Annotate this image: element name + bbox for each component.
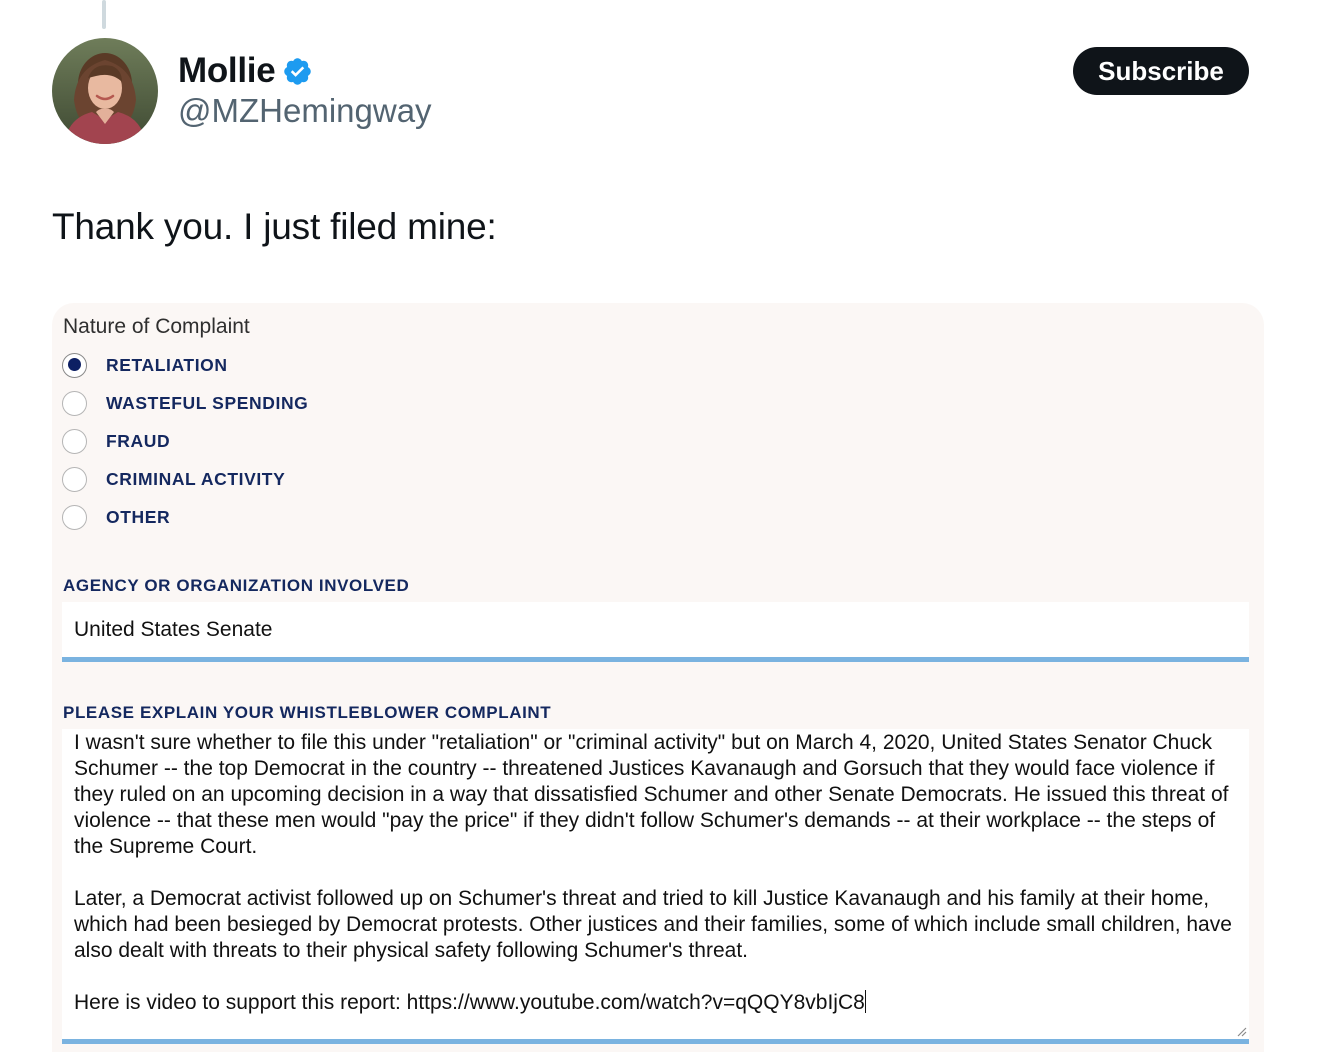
radio-label: RETALIATION xyxy=(106,354,228,375)
tweet-text: Thank you. I just filed mine: xyxy=(52,206,497,247)
avatar-image xyxy=(52,38,158,144)
author-name-row xyxy=(178,50,313,92)
radio-button[interactable] xyxy=(62,353,87,378)
thread-connector-line xyxy=(102,0,106,29)
agency-input[interactable]: United States Senate xyxy=(62,602,1249,662)
radio-button[interactable] xyxy=(62,429,87,454)
radio-option-fraud[interactable] xyxy=(62,427,170,455)
radio-button[interactable] xyxy=(62,505,87,530)
radio-button[interactable] xyxy=(62,391,87,416)
radio-option-wasteful-spending[interactable] xyxy=(62,389,308,417)
verified-badge-icon xyxy=(282,56,313,87)
complaint-form-screenshot xyxy=(52,303,1264,1052)
avatar[interactable] xyxy=(52,38,158,144)
resize-grip-icon[interactable] xyxy=(1235,1025,1247,1037)
author-handle[interactable]: @MZHemingway xyxy=(178,92,432,129)
radio-option-retaliation[interactable] xyxy=(62,351,228,379)
nature-of-complaint-label: Nature of Complaint xyxy=(63,315,250,338)
radio-label: FRAUD xyxy=(106,430,171,451)
radio-label: OTHER xyxy=(106,506,171,527)
complaint-textarea[interactable] xyxy=(62,729,1249,1044)
radio-label: CRIMINAL ACTIVITY xyxy=(106,468,286,489)
author-display-name[interactable]: Mollie xyxy=(178,51,276,90)
radio-option-other[interactable] xyxy=(62,503,170,531)
text-caret xyxy=(865,990,867,1013)
complaint-field-label: PLEASE EXPLAIN YOUR WHISTLEBLOWER COMPLAINT xyxy=(63,703,552,722)
radio-label: WASTEFUL SPENDING xyxy=(106,392,309,413)
subscribe-button[interactable]: Subscribe xyxy=(1073,47,1249,95)
agency-field-label: AGENCY OR ORGANIZATION INVOLVED xyxy=(63,576,410,595)
radio-option-criminal-activity[interactable] xyxy=(62,465,285,493)
radio-button[interactable] xyxy=(62,467,87,492)
complaint-text: I wasn't sure whether to file this under "retaliation" or "criminal activity" but on March 4, 2020, United States Senator Chuck Schumer -- the top Democrat in the country -- threatened Justices Kavanaugh and Gorsuch that they would face violence if they ruled on an upcoming decision in a way that dissatisfied Schumer and other Senate Democrats. He issued this threat of violence -- that these men would "pay the price" if they didn't follow Schumer's demands -- at their workplace -- the steps of the Supreme Court. Later, a Democrat activist followed up on Schumer's threat and tried to kill Justice Kavanaugh and his family at their home, which had been besieged by Democrat protests. Other justices and their families, some of which include small children, have also dealt with threats to their physical safety following Schumer's threat. Here is video to support this report: https://www.youtube.com/watch?v=qQQY8vbIjC8 xyxy=(74,731,1232,1014)
